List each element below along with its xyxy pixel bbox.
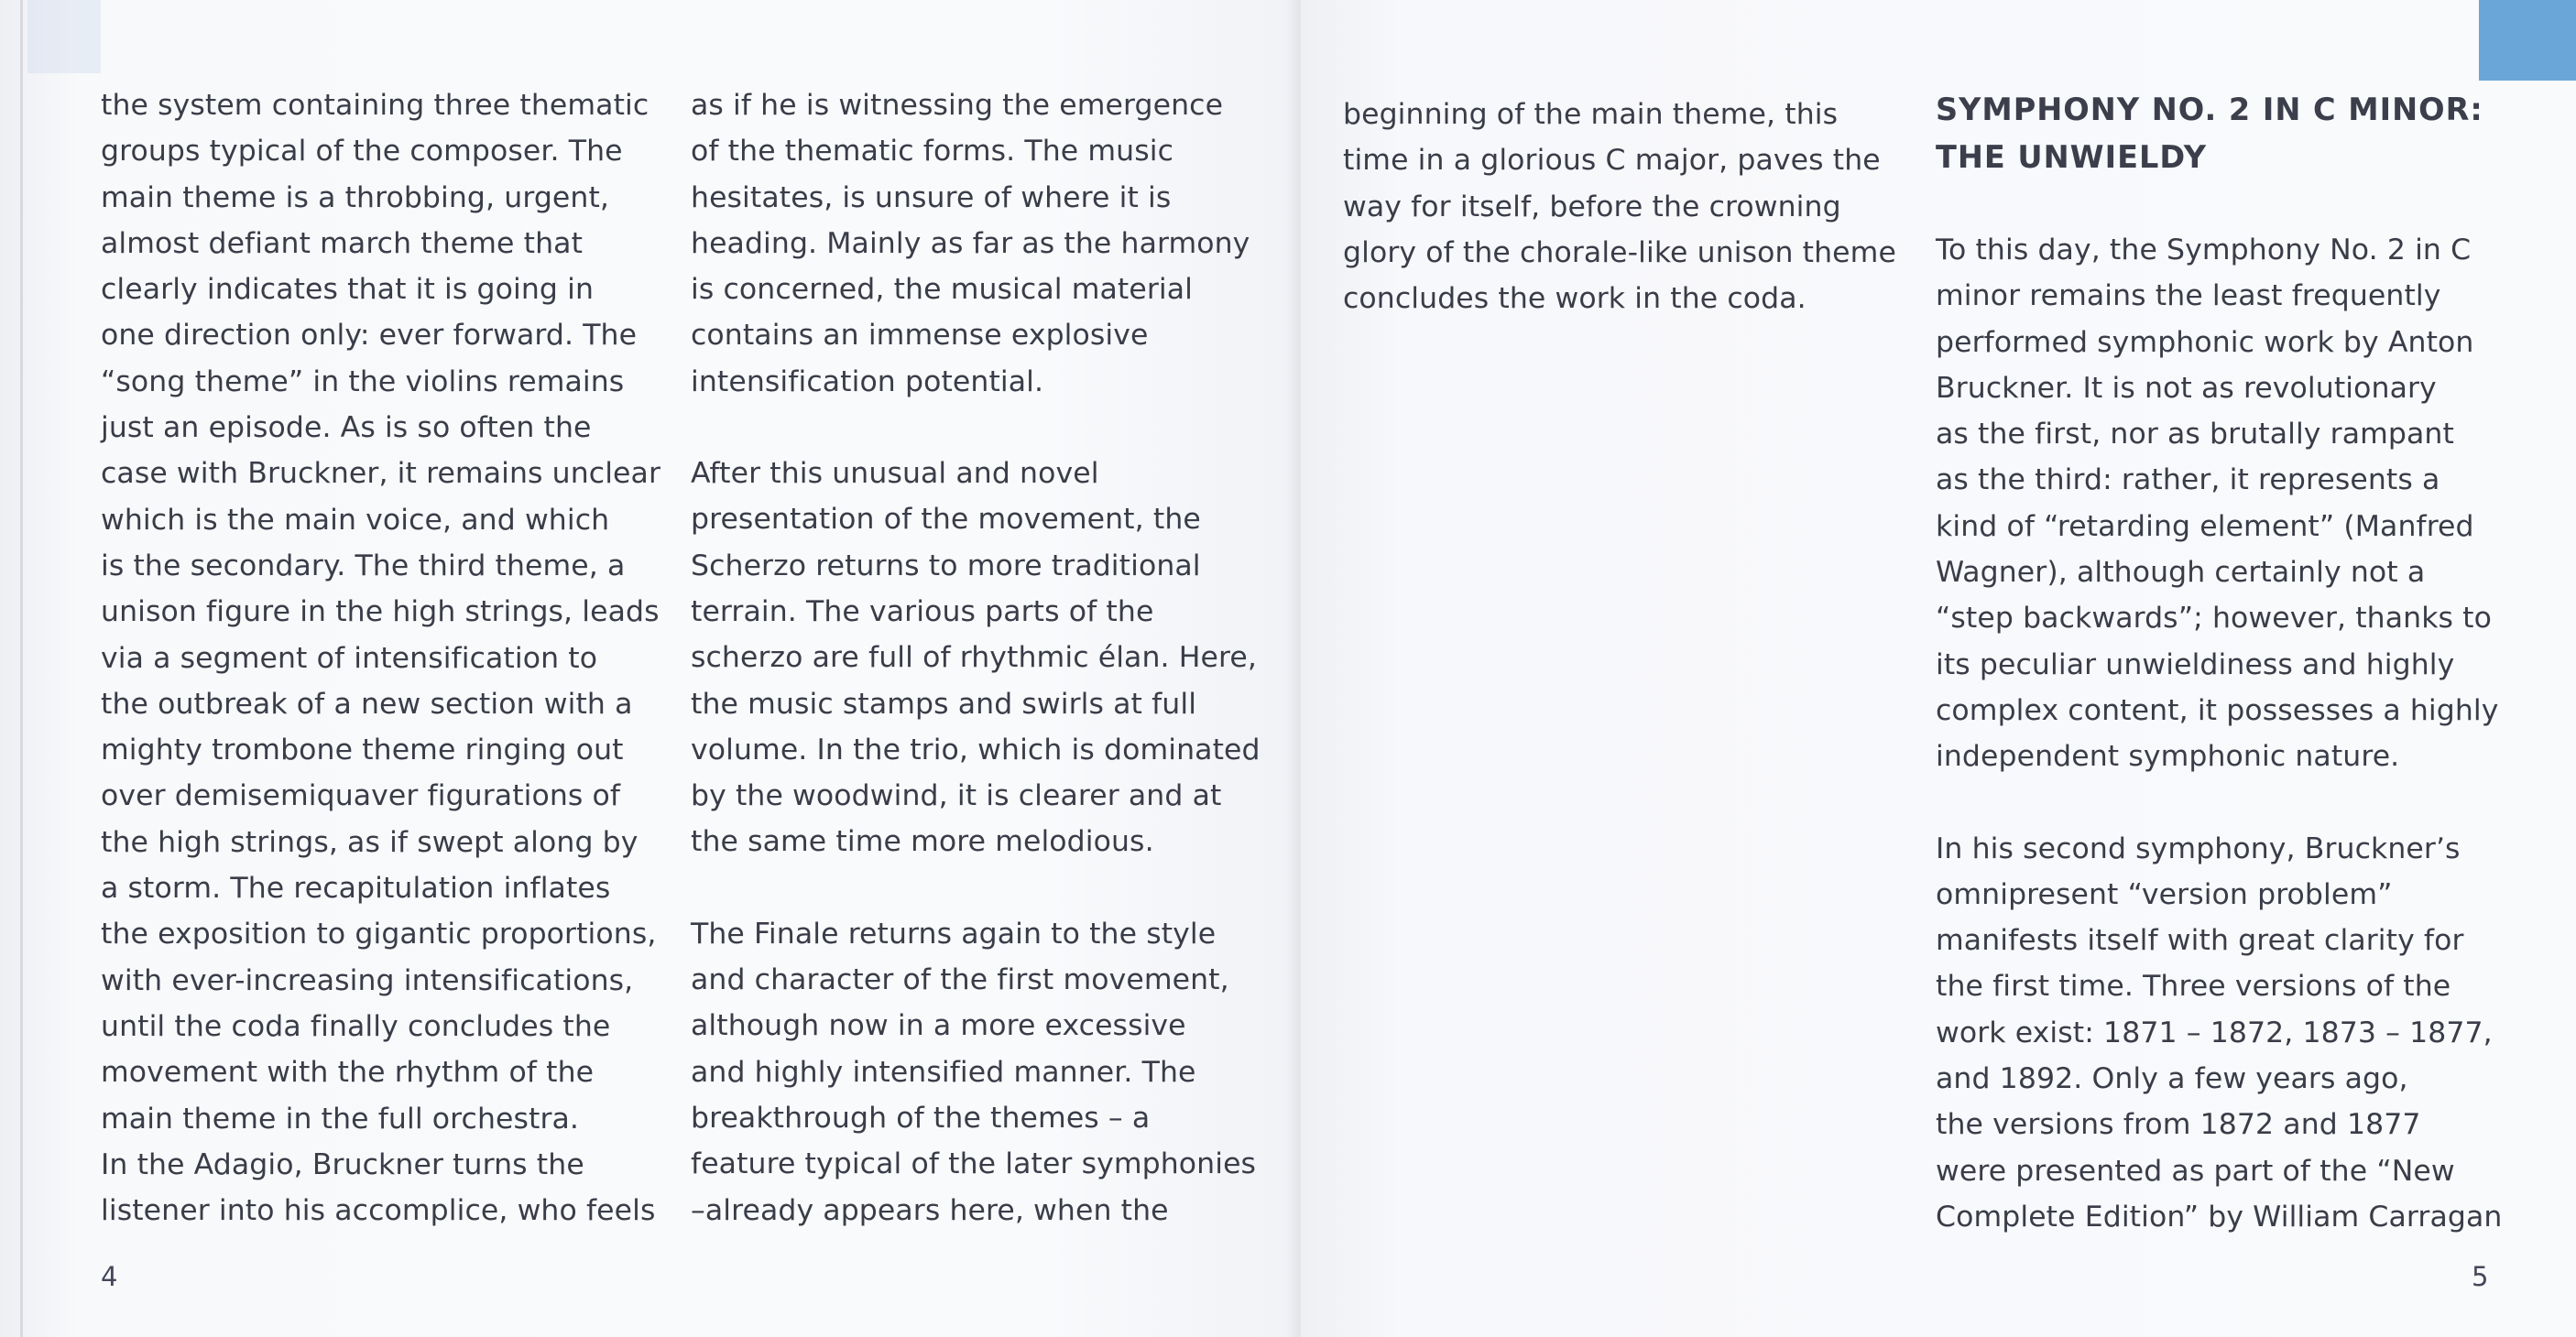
- text-column-4: [1936, 86, 2502, 1240]
- text-line: Scherzo returns to more traditional: [691, 549, 1201, 582]
- text-line: by the woodwind, it is clearer and at: [691, 779, 1222, 813]
- section-heading: SYMPHONY NO. 2 IN C MINOR:: [1936, 92, 2483, 127]
- text-line: –already appears here, when the: [691, 1193, 1169, 1227]
- text-line: intensification potential.: [691, 364, 1044, 398]
- paragraph-gap: [1936, 181, 2502, 227]
- text-line: heading. Mainly as far as the harmony: [691, 226, 1250, 260]
- text-line: the outbreak of a new section with a: [101, 687, 633, 721]
- text-line: complex content, it possesses a highly: [1936, 693, 2499, 727]
- text-line: feature typical of the later symphonies: [691, 1147, 1257, 1181]
- corner-tint: [27, 0, 101, 73]
- text-line: with ever-increasing intensifications,: [101, 963, 634, 997]
- page-number-left: 4: [101, 1261, 118, 1292]
- text-line: the high strings, as if swept along by: [101, 825, 639, 859]
- text-line: is concerned, the musical material: [691, 273, 1193, 307]
- paragraph-gap: [1936, 780, 2502, 826]
- text-line: To this day, the Symphony No. 2 in C: [1936, 234, 2472, 266]
- text-line: although now in a more excessive: [691, 1009, 1186, 1043]
- text-line: omnipresent “version problem”: [1936, 877, 2393, 911]
- text-line: manifests itself with great clarity for: [1936, 924, 2464, 958]
- text-line: In his second symphony, Bruckner’s: [1936, 832, 2461, 865]
- text-column-3: [1343, 92, 1896, 321]
- text-line: until the coda finally concludes the: [101, 1009, 611, 1043]
- text-line: “step backwards”; however, thanks to: [1936, 602, 2492, 636]
- text-line: In the Adagio, Bruckner turns the: [101, 1147, 584, 1181]
- text-line: work exist: 1871 – 1872, 1873 – 1877,: [1936, 1016, 2493, 1049]
- text-line: via a segment of intensification to: [101, 641, 598, 675]
- text-line: volume. In the trio, which is dominated: [691, 733, 1261, 766]
- text-line: just an episode. As is so often the: [101, 411, 592, 445]
- text-line: and highly intensified manner. The: [691, 1055, 1196, 1089]
- section-tab: [2479, 0, 2576, 81]
- text-line: mighty trombone theme ringing out: [101, 734, 624, 767]
- text-column-2: [691, 82, 1261, 1234]
- text-line: as if he is witnessing the emergence: [691, 89, 1224, 122]
- text-line: time in a glorious C major, paves the: [1343, 144, 1881, 178]
- text-line: case with Bruckner, it remains unclear: [101, 457, 660, 491]
- text-line: presentation of the movement, the: [691, 503, 1201, 537]
- text-line: Bruckner. It is not as revolutionary: [1936, 371, 2437, 405]
- text-line: were presented as part of the “New: [1936, 1154, 2455, 1188]
- text-line: glory of the chorale-like unison theme: [1343, 235, 1896, 269]
- page-number-right: 5: [2472, 1261, 2489, 1292]
- text-line: movement with the rhythm of the: [101, 1056, 595, 1090]
- text-line: over demisemiquaver figurations of: [101, 779, 621, 813]
- text-line: the system containing three thematic: [101, 89, 649, 122]
- binding-edge: [20, 0, 23, 1337]
- text-line: the first time. Three versions of the: [1936, 970, 2451, 1004]
- text-line: is the secondary. The third theme, a: [101, 549, 626, 582]
- text-line: one direction only: ever forward. The: [101, 319, 638, 353]
- text-line: “song theme” in the violins remains: [101, 364, 625, 398]
- text-line: and 1892. Only a few years ago,: [1936, 1062, 2408, 1096]
- text-column-1: [101, 82, 660, 1234]
- text-line: and character of the first movement,: [691, 963, 1229, 997]
- text-line: almost defiant march theme that: [101, 226, 584, 260]
- text-line: the music stamps and swirls at full: [691, 687, 1197, 721]
- text-line: main theme in the full orchestra.: [101, 1102, 580, 1136]
- section-heading: THE UNWIELDY: [1936, 139, 2207, 175]
- text-line: unison figure in the high strings, leads: [101, 595, 660, 629]
- text-line: Complete Edition” by William Carragan: [1936, 1200, 2503, 1234]
- text-line: a storm. The recapitulation inflates: [101, 872, 611, 906]
- text-line: its peculiar unwieldiness and highly: [1936, 647, 2455, 681]
- text-line: as the first, nor as brutally rampant: [1936, 418, 2454, 451]
- text-line: way for itself, before the crowning: [1343, 190, 1841, 223]
- text-line: clearly indicates that it is going in: [101, 273, 595, 307]
- text-line: the same time more melodious.: [691, 825, 1154, 859]
- text-line: the versions from 1872 and 1877: [1936, 1108, 2421, 1142]
- text-line: kind of “retarding element” (Manfred: [1936, 509, 2474, 543]
- text-line: which is the main voice, and which: [101, 503, 610, 537]
- text-line: beginning of the main theme, this: [1343, 98, 1839, 131]
- text-line: After this unusual and novel: [691, 457, 1099, 491]
- text-line: minor remains the least frequently: [1936, 279, 2441, 313]
- text-line: the exposition to gigantic proportions,: [101, 918, 657, 951]
- text-line: independent symphonic nature.: [1936, 740, 2400, 774]
- text-line: of the thematic forms. The music: [691, 135, 1174, 168]
- text-line: terrain. The various parts of the: [691, 594, 1154, 628]
- text-line: The Finale returns again to the style: [691, 917, 1217, 951]
- text-line: concludes the work in the coda.: [1343, 282, 1806, 316]
- paragraph-gap: [691, 405, 1261, 451]
- text-line: main theme is a throbbing, urgent,: [101, 180, 610, 214]
- text-line: contains an immense explosive: [691, 319, 1149, 353]
- text-line: scherzo are full of rhythmic élan. Here,: [691, 641, 1257, 675]
- text-line: as the third: rather, it represents a: [1936, 463, 2440, 497]
- text-line: groups typical of the composer. The: [101, 135, 623, 168]
- text-line: Wagner), although certainly not a: [1936, 556, 2426, 590]
- text-line: breakthrough of the themes – a: [691, 1101, 1151, 1135]
- text-line: listener into his accomplice, who feels: [101, 1194, 656, 1228]
- text-line: hesitates, is unsure of where it is: [691, 180, 1172, 214]
- paragraph-gap: [691, 865, 1261, 911]
- text-line: performed symphonic work by Anton: [1936, 325, 2474, 359]
